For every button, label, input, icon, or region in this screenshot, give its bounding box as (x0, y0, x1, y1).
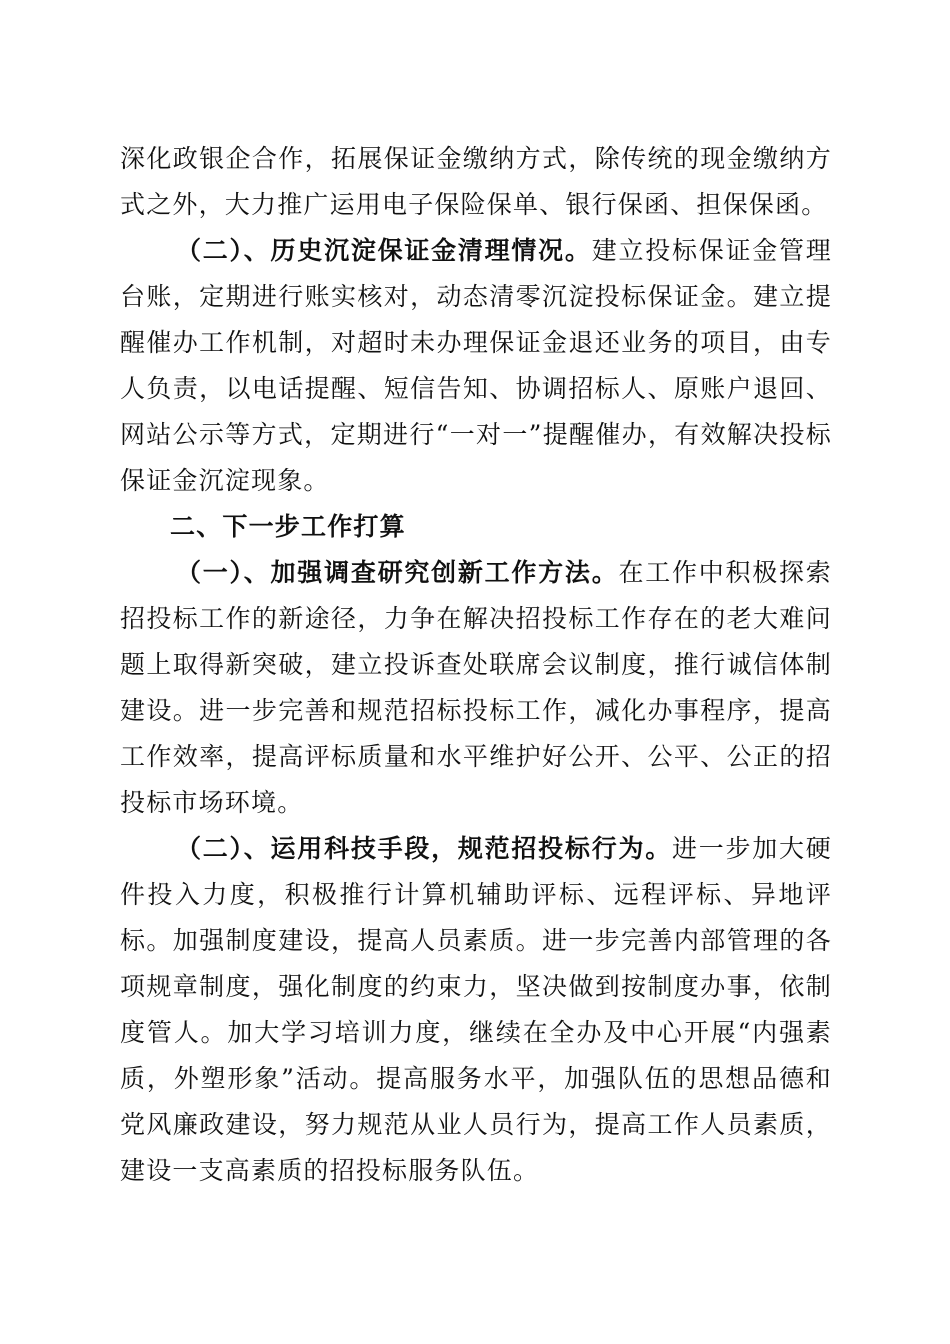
paragraph-technology-means (120, 826, 832, 1194)
paragraph-guarantee-payment-methods (120, 136, 832, 228)
document-body (120, 136, 832, 1194)
section-heading: 二、下一步工作打算 (170, 512, 406, 541)
paragraph-lead: （一）、加强调查研究创新工作方法。 (176, 558, 619, 587)
paragraph-historical-deposit-cleanup (120, 228, 832, 504)
paragraph-research-innovation (120, 550, 832, 826)
paragraph-lead: （二）、运用科技手段，规范招投标行为。 (176, 834, 672, 863)
paragraph-text: 在工作中积极探索招投标工作的新途径，力争在解决招投标工作存在的老大难问题上取得新突破，建立投诉查处联席会议制度，推行诚信体制建设。进一步完善和规范招标投标工作，减化办事程序，提高工作效率，提高评标质量和水平维护好公开、公平、公正的招投标市场环境。 (120, 558, 832, 817)
paragraph-lead: （二）、历史沉淀保证金清理情况。 (176, 236, 592, 265)
paragraph-text: 深化政银企合作，拓展保证金缴纳方式，除传统的现金缴纳方式之外，大力推广运用电子保险保单、银行保函、担保保函。 (120, 144, 832, 219)
paragraph-text: 进一步加大硬件投入力度，积极推行计算机辅助评标、远程评标、异地评标。加强制度建设，提高人员素质。进一步完善内部管理的各项规章制度，强化制度的约束力，坚决做到按制度办事，依制度管人。加大学习培训力度，继续在全办及中心开展“内强素质，外塑形象”活动。提高服务水平，加强队伍的思想品德和党风廉政建设，努力规范从业人员行为，提高工作人员素质，建设一支高素质的招投标服务队伍。 (120, 834, 832, 1185)
paragraph-text: 建立投标保证金管理台账，定期进行账实核对，动态清零沉淀投标保证金。建立提醒催办工作机制，对超时未办理保证金退还业务的项目，由专人负责，以电话提醒、短信告知、协调招标人、原账户退回、网站公示等方式，定期进行“一对一”提醒催办，有效解决投标保证金沉淀现象。 (120, 236, 832, 495)
